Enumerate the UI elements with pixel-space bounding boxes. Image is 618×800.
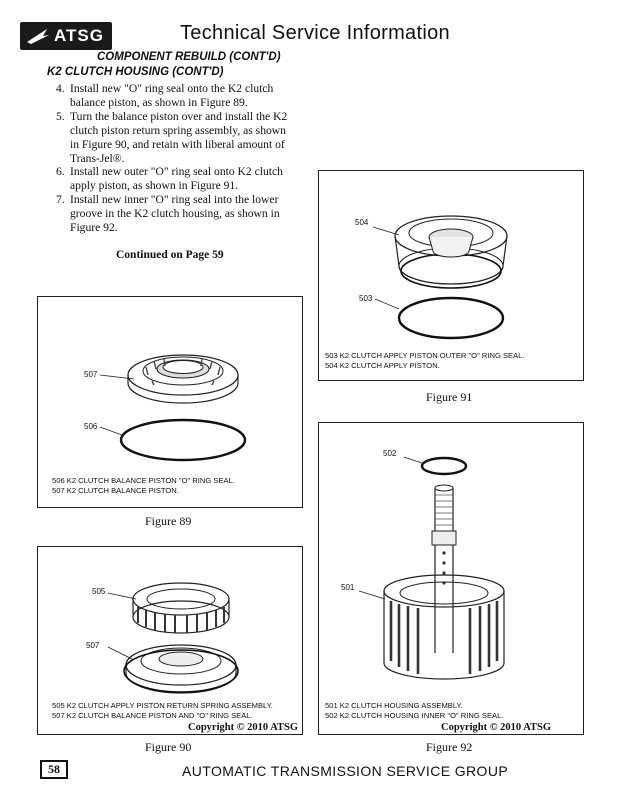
step-line: Figure 92.	[70, 221, 118, 235]
callout-506: 506	[84, 422, 98, 431]
step-number: 6.	[56, 165, 65, 179]
figure-92-box	[318, 422, 584, 735]
header-title: Technical Service Information	[180, 22, 450, 44]
step-number: 7.	[56, 193, 65, 207]
callout-507: 507	[86, 641, 100, 650]
step-line: groove in the K2 clutch housing, as shown in	[70, 207, 280, 221]
step-line: apply piston, as shown in Figure 91.	[70, 179, 239, 193]
page-number: 58	[40, 760, 68, 779]
figure-90-label: Figure 90	[145, 740, 192, 754]
figure-89-box	[37, 296, 303, 508]
figure-92-caption	[325, 701, 503, 720]
caption-line: 502 K2 CLUTCH HOUSING INNER "O" RING SEAL.	[325, 710, 504, 720]
step-line: in Figure 90, and retain with liberal amount of	[70, 137, 285, 151]
instruction-steps	[56, 82, 296, 235]
step-line: clutch piston return spring assembly, as shown	[70, 123, 286, 137]
footer-text: AUTOMATIC TRANSMISSION SERVICE GROUP	[182, 763, 509, 779]
caption-line: 507 K2 CLUTCH BALANCE PISTON.	[52, 485, 179, 495]
logo-text: ATSG	[54, 26, 104, 45]
step-number: 4.	[56, 82, 65, 95]
callout-501: 501	[341, 583, 355, 592]
step-4	[56, 82, 296, 110]
clutch-housing-illustration	[319, 423, 585, 736]
caption-line: 503 K2 CLUTCH APPLY PISTON OUTER "O" RING SEAL.	[325, 351, 525, 360]
copyright-text: Copyright © 2010 ATSG	[441, 722, 552, 733]
logo-swoosh-icon	[25, 26, 51, 46]
figure-90-box	[37, 546, 303, 735]
figure-89-caption	[52, 476, 235, 495]
figure-91-box	[318, 170, 584, 381]
caption-line: 505 K2 CLUTCH APPLY PISTON RETURN SPRING ASSEMBLY.	[52, 701, 273, 710]
callout-503: 503	[359, 294, 373, 303]
copyright-text: Copyright © 2010 ATSG	[188, 722, 299, 733]
section-subtitle: K2 CLUTCH HOUSING (CONT'D)	[47, 66, 224, 78]
figure-91-label: Figure 91	[426, 390, 473, 404]
figure-92-label: Figure 92	[426, 740, 473, 754]
step-line: Turn the balance piston over and install the K2	[70, 109, 288, 123]
figure-89-label: Figure 89	[145, 514, 192, 528]
caption-line: 501 K2 CLUTCH HOUSING ASSEMBLY.	[325, 701, 463, 710]
step-line: Install new "O" ring seal onto the K2 clutch	[70, 82, 274, 95]
step-line: Trans-Jel®.	[70, 151, 125, 165]
step-5	[56, 110, 296, 166]
callout-505: 505	[92, 587, 106, 596]
figure-90-caption	[52, 701, 273, 720]
caption-line: 506 K2 CLUTCH BALANCE PISTON "O" RING SEAL.	[52, 476, 235, 485]
step-number: 5.	[56, 109, 65, 123]
figure-91-caption	[325, 351, 525, 370]
atsg-logo	[20, 22, 112, 50]
caption-line: 504 K2 CLUTCH APPLY PISTON.	[325, 360, 440, 370]
step-7	[56, 193, 296, 235]
callout-502: 502	[383, 449, 397, 458]
step-line: Install new inner "O" ring seal into the lower	[70, 193, 279, 207]
continued-note: Continued on Page 59	[116, 249, 224, 261]
step-line: Install new outer "O" ring seal onto K2 clutch	[70, 165, 283, 179]
callout-504: 504	[355, 218, 369, 227]
callout-507: 507	[84, 370, 98, 379]
caption-line: 507 K2 CLUTCH BALANCE PISTON AND "O" RING SEAL.	[52, 710, 253, 720]
step-line: balance piston, as shown in Figure 89.	[70, 95, 248, 109]
step-6	[56, 165, 296, 193]
section-title: COMPONENT REBUILD (CONT'D)	[97, 51, 281, 63]
